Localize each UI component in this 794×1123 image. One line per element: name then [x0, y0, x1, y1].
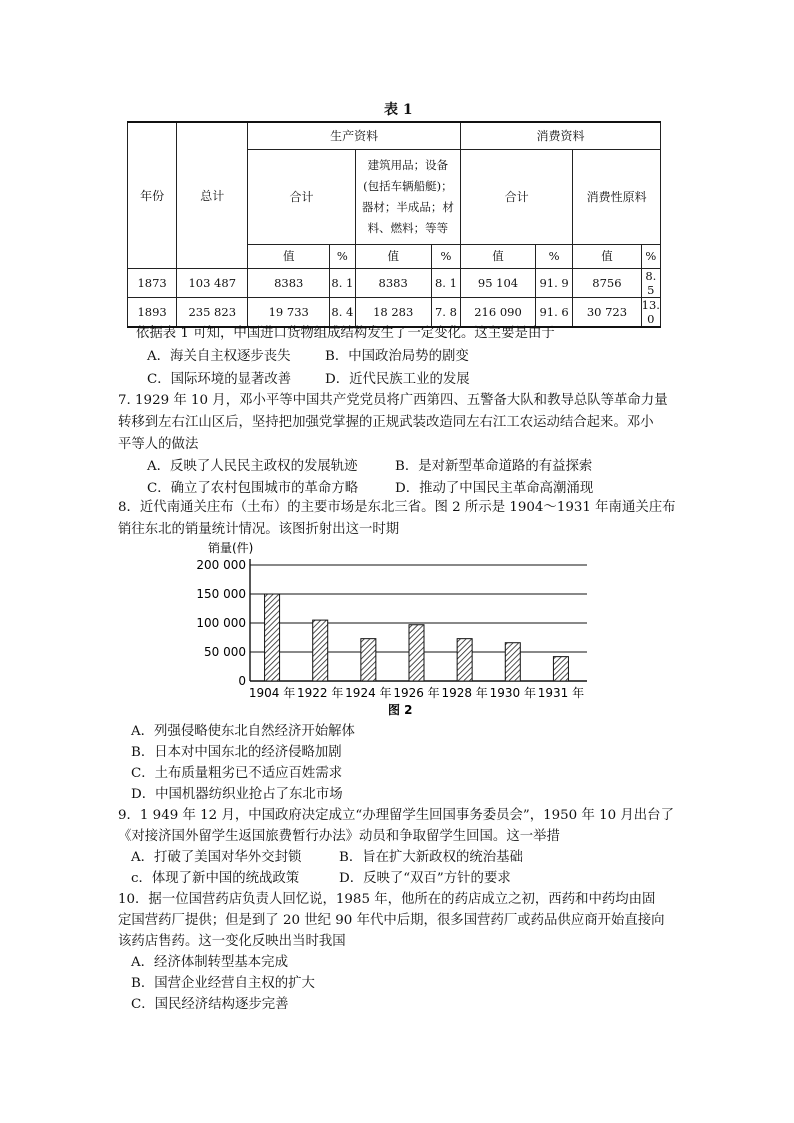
header-value: 值 [573, 244, 641, 268]
y-tick-label: 200 000 [196, 558, 246, 572]
q6-option-d: D．近代民族工业的发展 [325, 372, 470, 387]
cell-pct: 91. 9 [535, 268, 572, 297]
sales-bar-chart [195, 536, 600, 721]
cell-value: 8383 [355, 268, 431, 297]
cell-total: 235 823 [177, 297, 248, 327]
q7-option-d: D．推动了中国民主革命高潮涌现 [395, 481, 594, 496]
bar-1922年 [313, 620, 328, 681]
building-line-2: (包括车辆船艇)； [363, 178, 453, 193]
q7-line-2: 转移到左右江山区后，坚持把加强党掌握的正规武装改造同左右江工农运动结合起来。邓小 [118, 415, 654, 430]
q7-option-b: B．是对新型革命道路的有益探索 [395, 459, 593, 474]
y-axis-label: 销量(件) [208, 541, 254, 555]
y-tick-label: 150 000 [196, 587, 246, 601]
q10-line-1: 10．据一位国营药店负责人回忆说，1985 年，他所在的药店成立之初，西药和中药均由固 [118, 892, 656, 907]
header-pct: % [641, 244, 660, 268]
q8-option-c: C．土布质量粗劣已不适应百姓需求 [131, 766, 343, 781]
header-value: 值 [248, 244, 330, 268]
q10-line-3: 该药店售药。这一变化反映出当时我国 [118, 934, 346, 949]
q9-option-d: D．反映了“双百”方针的要求 [339, 871, 511, 886]
y-tick-labels [196, 558, 246, 688]
header-consumption: 消费资料 [461, 122, 661, 149]
q7-option-c: C．确立了农村包围城市的革命方略 [147, 481, 359, 496]
cell-value: 18 283 [355, 297, 431, 327]
q10-option-a: A．经济体制转型基本完成 [131, 955, 288, 970]
q8-option-a: A．列强侵略使东北自然经济开始解体 [131, 724, 355, 739]
table-row [128, 268, 661, 297]
cell-value: 95 104 [461, 268, 536, 297]
building-line-1: 建筑用品；设备 [367, 157, 449, 172]
building-line-4: 料、燃料；等等 [367, 220, 449, 235]
bar-1904年 [265, 594, 280, 681]
q7-option-a: A．反映了人民民主政权的发展轨迹 [147, 459, 358, 474]
cell-pct: 8. 5 [641, 268, 660, 297]
header-year: 年份 [128, 122, 177, 268]
table-caption: 表 1 [384, 102, 413, 118]
cell-pct: 8. 1 [330, 268, 355, 297]
q8-option-b: B．日本对中国东北的经济侵略加剧 [131, 745, 342, 760]
cell-value: 30 723 [573, 297, 641, 327]
header-pct: % [330, 244, 355, 268]
q8-option-d: D．中国机器纺织业抢占了东北市场 [131, 787, 343, 802]
q6-option-c: C．国际环境的显著改善 [147, 372, 292, 387]
import-structure-table [127, 121, 661, 328]
header-consumption-subtotal: 合计 [461, 149, 573, 244]
q7-line-1: 7. 1929 年 10 月，邓小平等中国共产党党员将广西第四、五警备大队和教导总队等革命力量 [118, 393, 668, 408]
header-production-subtotal: 合计 [248, 149, 355, 244]
bar-1931年 [553, 657, 568, 681]
cell-pct: 91. 6 [535, 297, 572, 327]
q10-line-2: 定国营药厂提供；但是到了 20 世纪 90 年代中后期，很多国营药厂或药品供应商开始直接向 [118, 913, 665, 928]
q10-option-c: C．国民经济结构逐步完善 [131, 997, 289, 1012]
x-tick-label: 1926 年 [393, 686, 440, 700]
cell-pct: 7. 8 [431, 297, 460, 327]
building-line-3: 器材；半成品；材 [361, 199, 454, 214]
cell-pct: 8. 1 [431, 268, 460, 297]
cell-value: 8756 [573, 268, 641, 297]
figure-title: 图 2 [388, 703, 413, 717]
cell-value: 216 090 [461, 297, 536, 327]
x-tick-label: 1904 年 [248, 686, 296, 700]
cell-total: 103 487 [177, 268, 248, 297]
q8-line-1: 8．近代南通关庄布（土布）的主要市场是东北三省。图 2 所示是 1904～1931 年南通关庄布 [118, 500, 676, 515]
header-pct: % [535, 244, 572, 268]
q6-stem: 依据表 1 可知，中国进口货物组成结构发生了一定变化。这主要是由于 [136, 326, 555, 341]
bar-1926年 [409, 625, 424, 681]
q6-option-a: A．海关自主权逐步丧失 [147, 349, 291, 364]
bars [265, 594, 569, 681]
cell-year: 1893 [128, 297, 177, 327]
cell-value: 8383 [248, 268, 330, 297]
q7-line-3: 平等人的做法 [118, 437, 199, 452]
header-value: 值 [461, 244, 536, 268]
x-tick-label: 1922 年 [297, 686, 344, 700]
bar-1924年 [361, 639, 376, 681]
cell-year: 1873 [128, 268, 177, 297]
header-consumer-material: 消费性原料 [573, 149, 661, 244]
x-tick-label: 1931 年 [537, 686, 585, 700]
bar-1928年 [457, 639, 472, 681]
x-tick-label: 1930 年 [489, 686, 536, 700]
y-tick-label: 50 000 [204, 645, 246, 659]
bar-1930年 [505, 643, 520, 681]
header-total: 总计 [177, 122, 248, 268]
q9-option-b: B．旨在扩大新政权的统治基础 [339, 850, 523, 865]
cell-pct: 13. 0 [641, 297, 660, 326]
q9-line-1: 9．1 949 年 12 月，中国政府决定成立“办理留学生回国事务委员会”，1950 年 10 月出台了 [118, 808, 674, 823]
q9-line-2: 《对接济国外留学生返国旅费暂行办法》动员和争取留学生回国。这一举措 [118, 829, 560, 844]
header-building-materials [355, 149, 460, 244]
header-pct: % [431, 244, 460, 268]
q9-option-a: A．打破了美国对华外交封锁 [131, 850, 302, 865]
q6-option-b: B．中国政治局势的剧变 [325, 349, 469, 364]
header-production: 生产资料 [248, 122, 461, 149]
cell-value: 19 733 [248, 297, 330, 327]
header-value: 值 [355, 244, 431, 268]
x-tick-label: 1928 年 [441, 686, 488, 700]
cell-pct: 8. 4 [330, 297, 355, 327]
x-tick-labels [249, 685, 584, 700]
x-tick-label: 1924 年 [345, 686, 392, 700]
y-tick-label: 100 000 [196, 616, 246, 630]
y-tick-label: 0 [238, 674, 246, 688]
q8-line-2: 销往东北的销量统计情况。该图折射出这一时期 [118, 522, 400, 537]
q9-option-c: c．体现了新中国的统战政策 [131, 871, 300, 886]
q10-option-b: B．国营企业经营自主权的扩大 [131, 976, 315, 991]
